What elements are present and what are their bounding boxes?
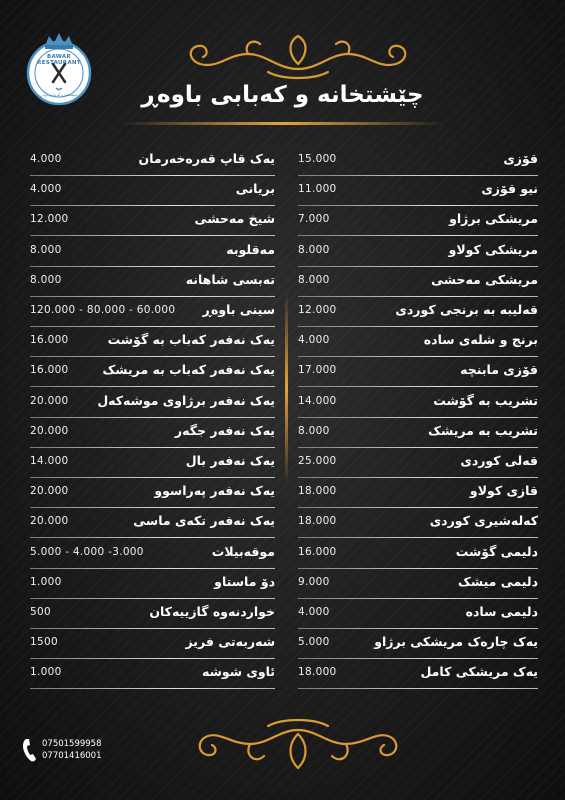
right-menu-item — [298, 420, 538, 450]
left-menu-item — [30, 541, 275, 571]
contact-info — [22, 737, 102, 763]
right-menu-item — [298, 299, 538, 329]
center-divider — [285, 292, 288, 484]
menu-item-name: خواردنەوە گازييەكان — [149, 604, 275, 619]
row-divider-line — [30, 235, 275, 236]
left-menu-item — [30, 208, 275, 238]
menu-item-name: يەک چارەک مريشكى برژاو — [374, 634, 538, 650]
menu-item-price: 14.000 — [30, 455, 69, 467]
left-menu-item — [30, 239, 275, 269]
right-menu-item — [298, 450, 538, 480]
menu-item-price: 500 — [30, 606, 51, 618]
row-divider-line — [298, 266, 538, 267]
left-menu-item — [30, 450, 275, 480]
left-menu-item — [30, 631, 275, 661]
phone-number-1[interactable]: 07501599958 — [42, 739, 102, 749]
row-divider-line — [298, 688, 538, 689]
menu-item-price: 16.000 — [298, 545, 337, 558]
row-divider-line — [30, 266, 275, 267]
menu-item-name: دليمى ميشک — [458, 573, 538, 589]
menu-item-price: 1.000 — [30, 575, 62, 588]
menu-item-name: كەلەشيرى كوردى — [429, 513, 538, 529]
left-menu-item — [30, 359, 275, 389]
bottom-ornament — [168, 712, 428, 782]
menu-item-name: نيو قۆزى — [481, 181, 538, 197]
menu-item-price: 20.000 — [30, 485, 69, 498]
menu-item-price: 11.000 — [298, 183, 337, 196]
row-divider-line — [298, 628, 538, 629]
right-menu-item — [298, 480, 538, 510]
menu-item-name: يەک نەفەر برژاوى موشەكەل — [97, 392, 275, 408]
top-ornament — [148, 24, 448, 84]
left-menu-item — [30, 329, 275, 359]
row-divider-line — [30, 628, 275, 629]
right-menu-item — [298, 510, 538, 540]
menu-item-price: 8.000 — [30, 273, 62, 286]
menu-item-price: 4.000 — [30, 153, 62, 165]
row-divider-line — [298, 568, 538, 569]
row-divider-line — [30, 688, 275, 689]
menu-item-name: شەربەتى فريز — [185, 634, 275, 650]
menu-item-name: مەقلوبە — [226, 241, 275, 257]
left-menu-item — [30, 269, 275, 299]
row-divider-line — [30, 205, 275, 206]
menu-item-price: 120.000 - 80.000 - 60.000 — [30, 304, 176, 316]
menu-item-name: قۆزى — [503, 151, 538, 166]
left-menu-item — [30, 601, 275, 631]
menu-item-name: سينى باوەڕ — [202, 302, 275, 317]
menu-item-name: دليمى گۆشت — [455, 543, 538, 559]
row-divider-line — [298, 477, 538, 478]
row-divider-line — [298, 205, 538, 206]
menu-item-price: 5.000 - 4.000 -3.000 — [30, 545, 144, 558]
row-divider-line — [30, 658, 275, 659]
menu-item-name: دليمى سادە — [465, 604, 538, 619]
menu-item-name: قەليبە بە برنجى كوردى — [395, 302, 538, 317]
menu-item-name: يەک نەفەر جگەر — [174, 422, 275, 438]
menu-item-price: 4.000 — [30, 183, 62, 196]
right-menu-item — [298, 541, 538, 571]
menu-item-price: 25.000 — [298, 455, 337, 467]
menu-item-price: 16.000 — [30, 364, 69, 377]
menu-item-price: 5.000 — [298, 636, 330, 649]
right-menu-item — [298, 329, 538, 359]
menu-item-name: يەک نەفەر پەراسوو — [154, 483, 275, 499]
menu-item-price: 20.000 — [30, 515, 69, 528]
row-divider-line — [298, 507, 538, 508]
menu-item-name: تشريب بە گۆشت — [433, 392, 538, 408]
row-divider-line — [30, 568, 275, 569]
row-divider-line — [30, 175, 275, 176]
right-menu-item — [298, 661, 538, 691]
menu-item-price: 7.000 — [298, 213, 330, 226]
menu-item-name: مريشكى برژاو — [449, 211, 538, 227]
menu-item-price: 8.000 — [298, 424, 330, 437]
row-divider-line — [298, 326, 538, 327]
row-divider-line — [298, 356, 538, 357]
right-menu-item — [298, 269, 538, 299]
phone-number-2[interactable]: 07701416001 — [42, 751, 102, 761]
row-divider-line — [30, 507, 275, 508]
menu-item-price: 8.000 — [298, 273, 330, 286]
left-menu-item — [30, 571, 275, 601]
left-menu-item — [30, 420, 275, 450]
menu-item-name: برنج و شلەى سادە — [423, 332, 538, 348]
row-divider-line — [30, 417, 275, 418]
title-underline — [120, 122, 445, 125]
menu-item-price: 16.000 — [30, 334, 69, 347]
row-divider-line — [298, 537, 538, 538]
phone-icon — [22, 737, 38, 763]
row-divider-line — [298, 417, 538, 418]
menu-item-name: قۆزى مابنچە — [460, 362, 538, 378]
row-divider-line — [30, 386, 275, 387]
left-menu-item — [30, 480, 275, 510]
menu-item-price: 9.000 — [298, 575, 330, 588]
row-divider-line — [298, 296, 538, 297]
row-divider-line — [30, 598, 275, 599]
left-menu-item — [30, 661, 275, 691]
row-divider-line — [298, 175, 538, 176]
logo-name: BAWAR RESTAURANT — [37, 54, 81, 66]
row-divider-line — [30, 477, 275, 478]
menu-item-name: قەلى كوردى — [460, 453, 538, 468]
menu-item-price: 15.000 — [298, 153, 337, 165]
right-menu-item — [298, 601, 538, 631]
row-divider-line — [30, 356, 275, 357]
menu-item-name: تەبسى شاهانە — [185, 271, 275, 287]
menu-item-name: تشريب بە مريشک — [428, 422, 538, 438]
menu-item-name: يەک قاپ قەرەخەرمان — [138, 151, 275, 166]
page-title: چێشتخانه و كەبابى باوەڕ — [141, 82, 424, 108]
right-menu-item — [298, 359, 538, 389]
restaurant-logo — [20, 30, 98, 108]
menu-item-price: 18.000 — [298, 515, 337, 528]
row-divider-line — [30, 537, 275, 538]
row-divider-line — [298, 598, 538, 599]
menu-item-name: موقەبيلات — [211, 543, 275, 559]
menu-item-price: 1500 — [30, 636, 58, 649]
right-menu-item — [298, 239, 538, 269]
left-menu-item — [30, 390, 275, 420]
menu-item-name: يەک مريشكى كامل — [420, 664, 538, 680]
menu-item-price: 12.000 — [298, 304, 337, 316]
right-menu-item — [298, 208, 538, 238]
left-menu-item — [30, 178, 275, 208]
menu-item-price: 17.000 — [298, 364, 337, 377]
row-divider-line — [30, 326, 275, 327]
menu-item-name: يەک نەفەر كەباب بە گۆشت — [107, 332, 275, 348]
menu-item-name: يەک نەفەر بال — [185, 453, 275, 468]
menu-item-price: 14.000 — [298, 394, 337, 407]
menu-item-name: مريشكى مەحشى — [431, 271, 538, 287]
row-divider-line — [298, 658, 538, 659]
menu-item-name: يەک نەفەر كەباب بە مريشک — [102, 362, 275, 378]
menu-item-name: دۆ ماستاو — [214, 573, 275, 589]
logo-tagline: جيشتخانه و كه بابي باوه ر — [40, 93, 78, 97]
left-menu-item — [30, 299, 275, 329]
menu-item-name: يەک نەفەر تكەى ماسى — [133, 513, 275, 529]
menu-item-price: 8.000 — [298, 243, 330, 256]
menu-item-name: بريانى — [235, 181, 275, 197]
right-menu-item — [298, 148, 538, 178]
menu-item-price: 8.000 — [30, 243, 62, 256]
menu-item-name: ئاوى شوشە — [202, 664, 275, 680]
menu-item-price: 4.000 — [298, 334, 330, 347]
left-menu-item — [30, 148, 275, 178]
menu-item-price: 18.000 — [298, 666, 337, 679]
menu-item-price: 20.000 — [30, 394, 69, 407]
menu-item-price: 12.000 — [30, 213, 69, 226]
right-menu-item — [298, 178, 538, 208]
row-divider-line — [30, 296, 275, 297]
left-menu-item — [30, 510, 275, 540]
row-divider-line — [298, 386, 538, 387]
menu-item-price: 18.000 — [298, 485, 337, 498]
right-menu-item — [298, 631, 538, 661]
menu-item-name: قازى كولاو — [469, 483, 538, 499]
right-menu-item — [298, 390, 538, 420]
right-menu-item — [298, 571, 538, 601]
menu-item-name: مريشكى كولاو — [448, 241, 538, 257]
menu-item-name: شيخ مەحشى — [194, 211, 275, 227]
menu-item-price: 1.000 — [30, 666, 62, 679]
row-divider-line — [30, 447, 275, 448]
row-divider-line — [298, 447, 538, 448]
row-divider-line — [298, 235, 538, 236]
menu-item-price: 20.000 — [30, 424, 69, 437]
menu-item-price: 4.000 — [298, 606, 330, 618]
